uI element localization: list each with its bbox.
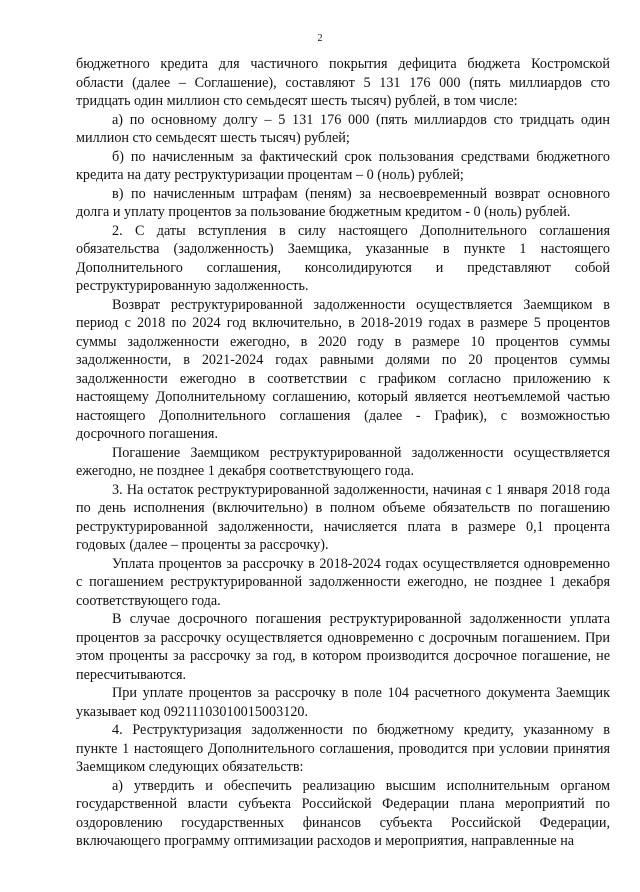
paragraph: Погашение Заемщиком реструктурированной задолженности осуществляется ежегодно, не позднее 1 декабря соответствующего года. bbox=[76, 444, 610, 479]
page-number: 2 bbox=[317, 33, 323, 44]
paragraph: 4. Реструктуризация задолженности по бюджетному кредиту, указанному в пункте 1 настоящего Дополнительного соглашения, проводится при условии принятия Заемщиком следующих обязательств: bbox=[76, 722, 610, 775]
paragraph: Уплата процентов за рассрочку в 2018-2024 годах осуществляется одновременно с погашением реструктурированной задолженности ежегодно, не позднее 1 декабря соответствующего года. bbox=[76, 555, 610, 609]
paragraph: Возврат реструктурированной задолженности осуществляется Заемщиком в период с 2018 по 2024 год включительно, в 2018-2019 годах в размере 5 процентов суммы задолженности ежегодно, в 2020 году в размере 10 процентов суммы задолженности, в 2021-2024 годах равными долями по 20 процентов суммы задолженности ежегодно в соответствии с графиком согласно приложению к настоящему Дополнительному соглашению, который является неотъемлемой частью настоящего Дополнительного соглашения (далее - График), с возможностью досрочного погашения. bbox=[76, 296, 610, 442]
paragraph: а) утвердить и обеспечить реализацию высшим исполнительным органом государственной власти субъекта Российской Федерации плана мероприятий по оздоровлению государственных финансов субъекта Российской Федерации, включающего программу оптимизации расходов и мероприятия, направленные на bbox=[76, 777, 610, 849]
paragraph: в) по начисленным штрафам (пеням) за несвоевременный возврат основного долга и уплату процентов за пользование бюджетным кредитом - 0 (ноль) рублей. bbox=[76, 185, 610, 220]
paragraph: 2. С даты вступления в силу настоящего Дополнительного соглашения обязательства (задолженность) Заемщика, указанные в пункте 1 настоящего Дополнительного соглашения, консолидируются и представляют собой реструктурированную задолженность. bbox=[76, 222, 610, 294]
paragraph: При уплате процентов за рассрочку в поле 104 расчетного документа Заемщик указывает код 09211103010015003120. bbox=[76, 685, 610, 720]
paragraph: б) по начисленным за фактический срок пользования средствами бюджетного кредита на дату реструктуризации процентам – 0 (ноль) рублей; bbox=[76, 148, 610, 183]
paragraph: бюджетного кредита для частичного покрытия дефицита бюджета Костромской области (далее – Соглашение), составляют 5 131 176 000 (пять миллиардов сто тридцать один миллион сто семьдесят шесть тысяч) рублей, в том числе: bbox=[76, 56, 610, 109]
paragraph: В случае досрочного погашения реструктурированной задолженности уплата процентов за рассрочку осуществляется одновременно с досрочным погашением. При этом проценты за рассрочку за год, в котором производится досрочное погашение, не пересчитываются. bbox=[76, 611, 610, 683]
paragraph: а) по основному долгу – 5 131 176 000 (пять миллиардов сто тридцать один миллион сто семьдесят шесть тысяч) рублей; bbox=[76, 111, 610, 146]
document-body bbox=[76, 55, 610, 851]
paragraph: 3. На остаток реструктурированной задолженности, начиная с 1 января 2018 года по день исполнения (включительно) в полном объеме обязательств по погашению реструктурированной задолженности, начисляется плата в размере 0,1 процента годовых (далее – проценты за рассрочку). bbox=[76, 481, 610, 553]
